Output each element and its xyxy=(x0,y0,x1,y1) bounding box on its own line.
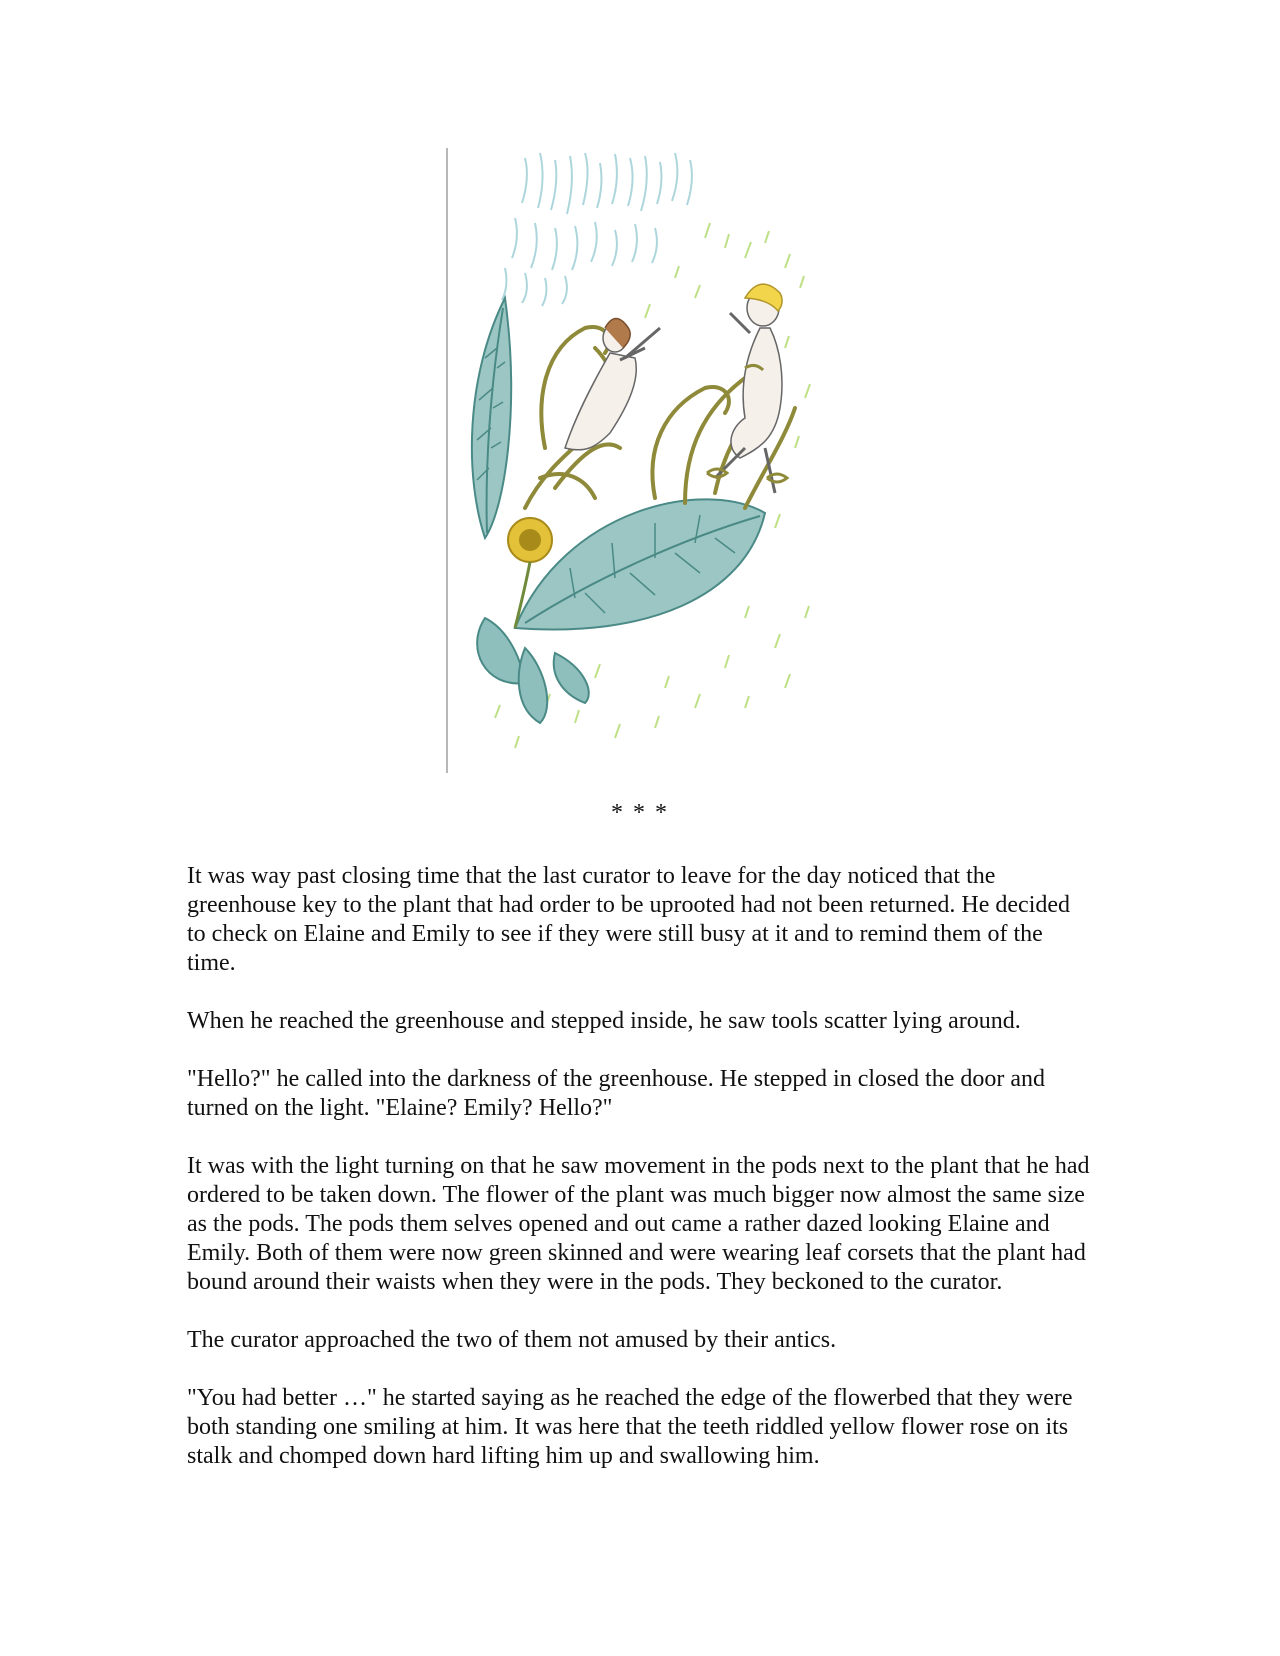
story-paragraph: When he reached the greenhouse and stepped inside, he saw tools scatter lying around. xyxy=(187,1008,1021,1034)
story-paragraph: "Hello?" he called into the darkness of the greenhouse. He stepped in closed the door and turned on the light. "Elaine? Emily? Hello?" xyxy=(187,1066,1045,1121)
brunette-figure-icon xyxy=(565,318,660,449)
story-paragraph: It was with the light turning on that he saw movement in the pods next to the plant that he had ordered to be taken down. The flower of the plant was much bigger now almost the same size as the pods. The pods them selves opened and out came a rather dazed looking Elaine and Emily. Both of them were now green skinned and were wearing leaf corsets that the plant had bound around their waists when they were in the pods. They beckoned to the curator. xyxy=(187,1153,1090,1295)
section-separator: * * * xyxy=(611,800,669,826)
story-paragraph: "You had better …" he started saying as he reached the edge of the flowerbed that they were both standing one smiling at him. It was here that the teeth riddled yellow flower rose on its stalk and chomped down hard lifting him up and swallowing him. xyxy=(187,1385,1073,1469)
vine-drawing-icon xyxy=(445,148,830,773)
story-text xyxy=(187,862,1092,1500)
story-paragraph: It was way past closing time that the last curator to leave for the day noticed that the greenhouse key to the plant that had order to be uprooted had not been returned. He decided to check on Elaine and Emily to see if they were still busy at it and to remind them of the time. xyxy=(187,863,1071,976)
story-illustration xyxy=(445,148,830,773)
story-paragraph: The curator approached the two of them not amused by their antics. xyxy=(187,1327,837,1353)
